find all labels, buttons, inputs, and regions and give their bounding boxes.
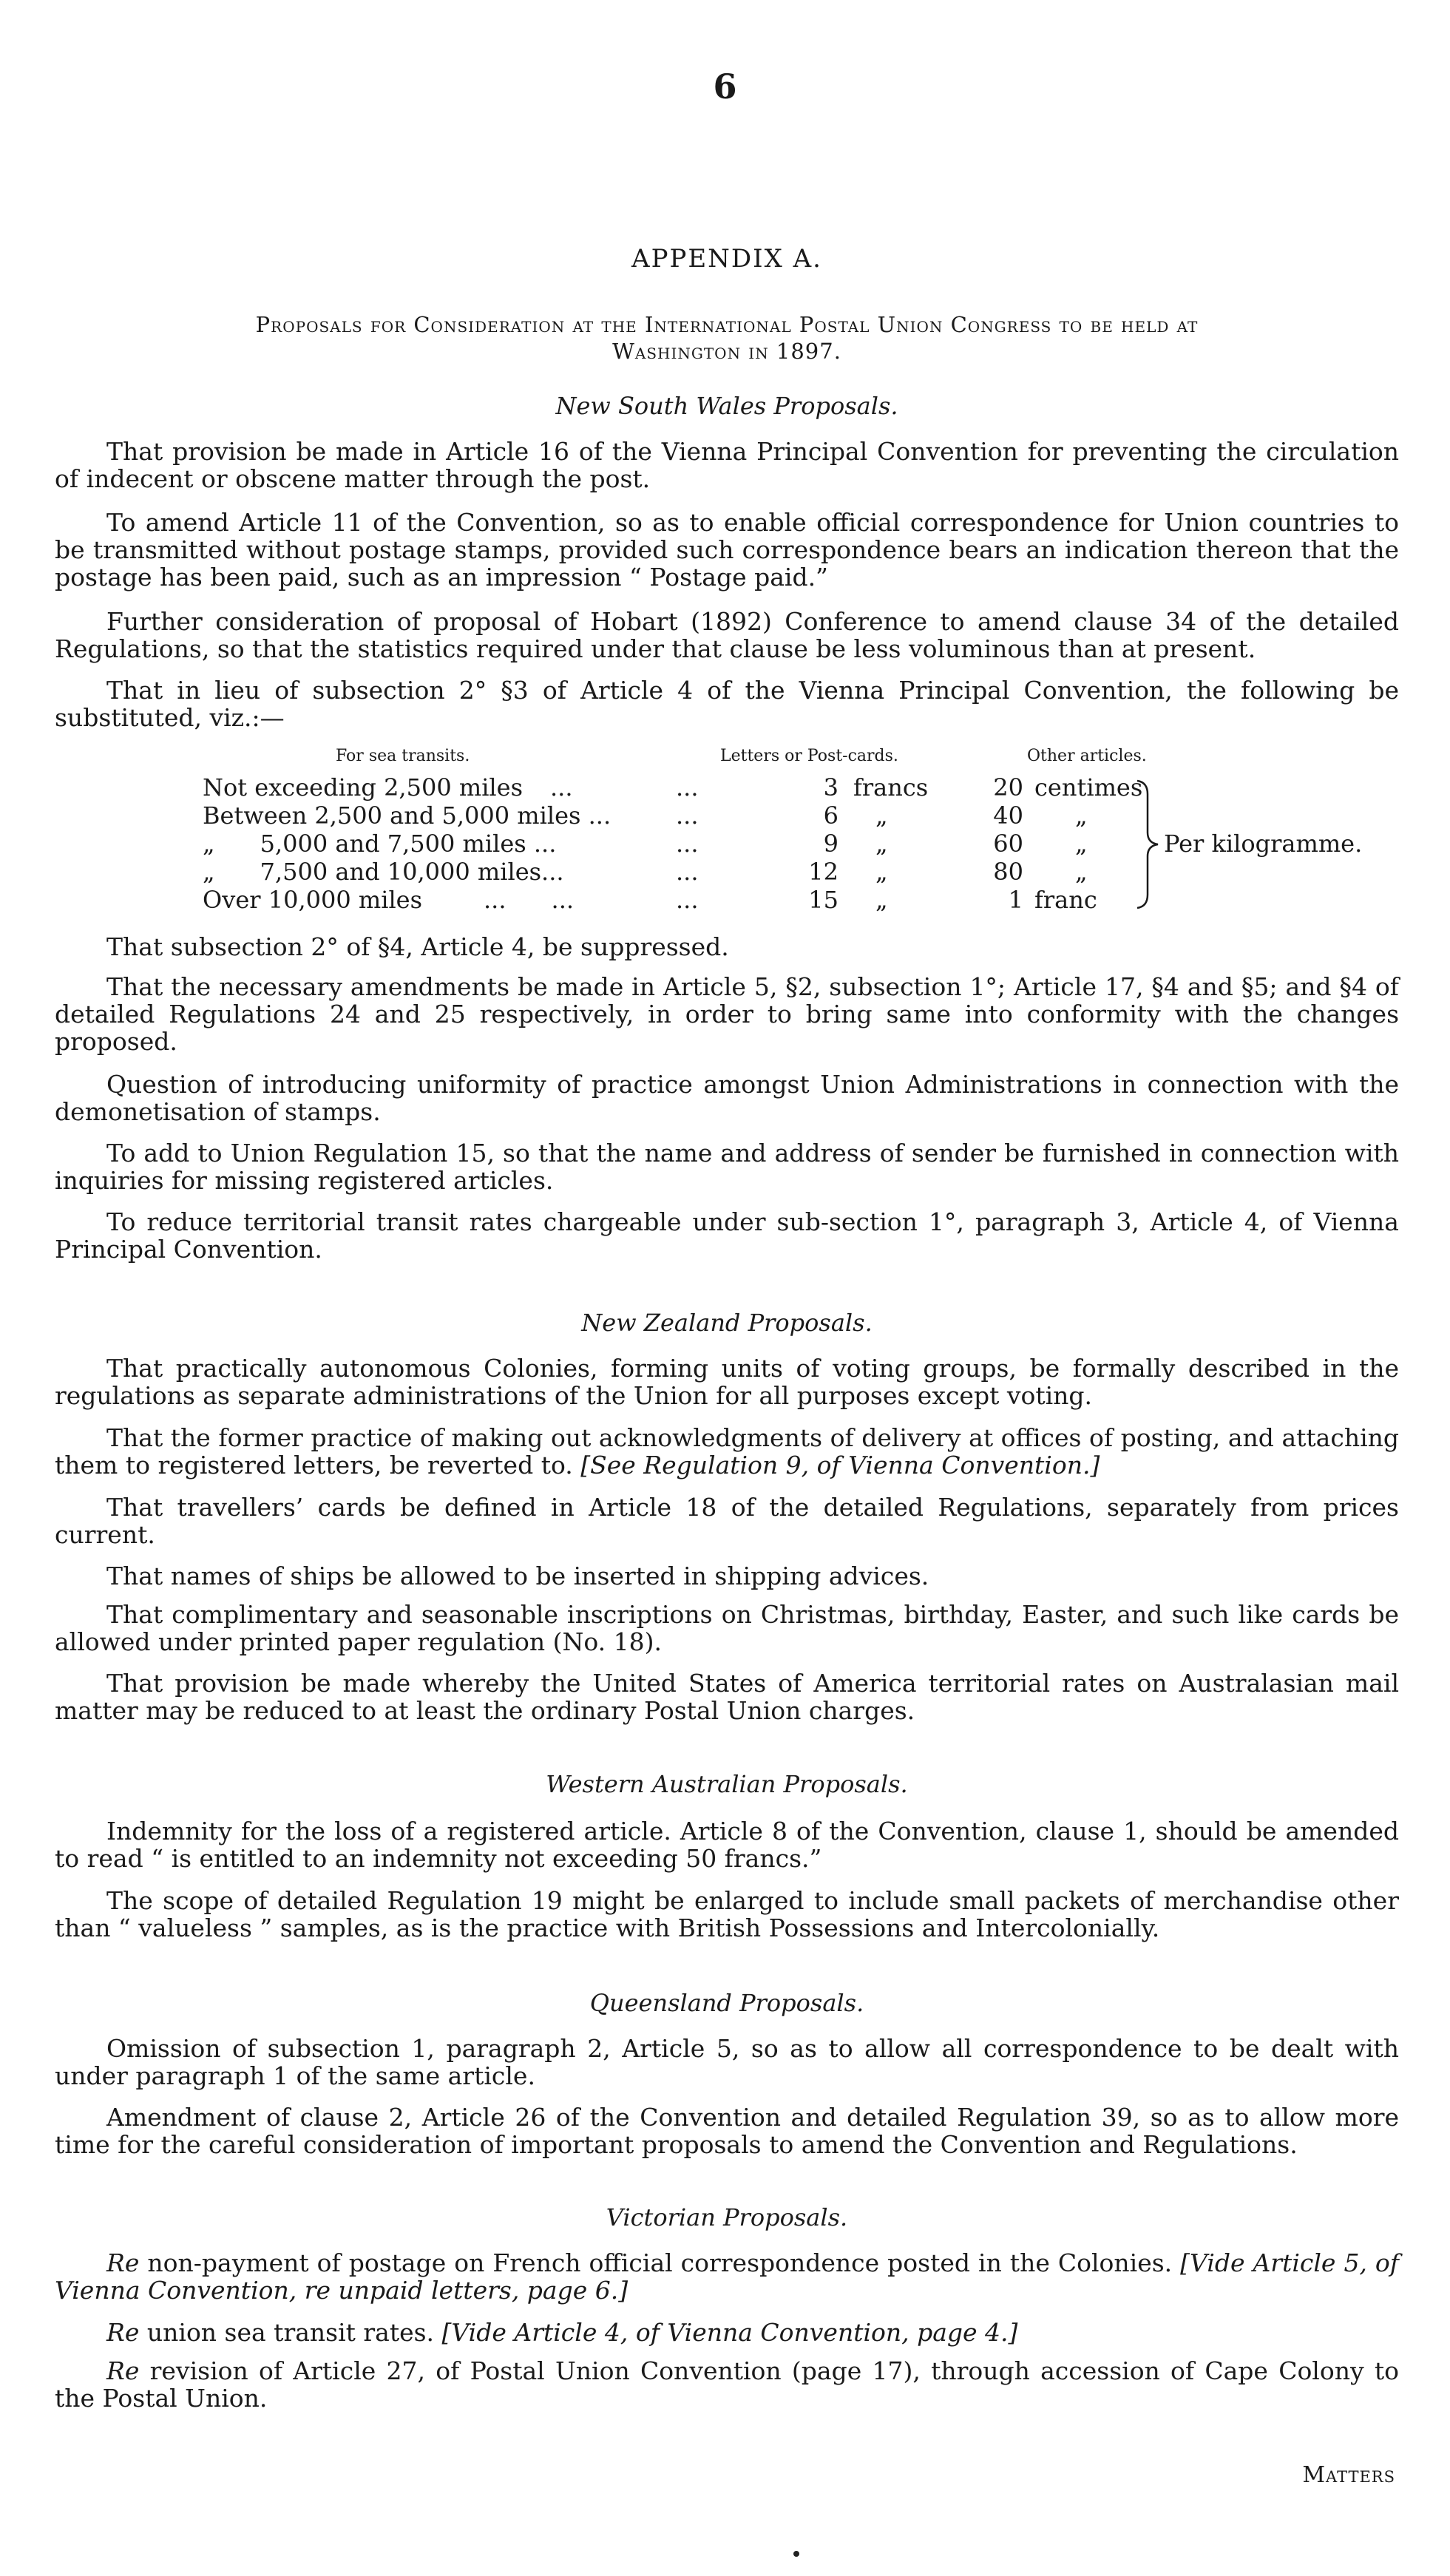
vic-para-1-reference: [Vide Article 5, of Vienna Convention, re unpaid letters, page 6.]	[55, 2248, 1399, 2305]
table-row: Between 2,500 and 5,000 miles ... ... 6 „ 40 „	[203, 801, 1088, 830]
qld-para-1: Omission of subsection 1, paragraph 2, Article 5, so as to allow all correspondence to be dealt with under paragraph 1 of the same article.	[55, 2034, 1399, 2090]
nsw-para-8: To add to Union Regulation 15, so that the name and address of sender be furnished in connection with inquiries for missing registered articles.	[55, 1139, 1399, 1195]
table-row: „ 5,000 and 7,500 miles ... ... 9 „ 60 „	[203, 830, 1088, 858]
vic-para-2-reference: [Vide Article 4, of Vienna Convention, page 4.]	[441, 2318, 1018, 2347]
nz-para-3: That travellers’ cards be defined in Article 18 of the detailed Regulations, separately from prices current.	[55, 1493, 1399, 1549]
catchword: Matters	[1302, 2462, 1395, 2488]
nsw-para-4: That in lieu of subsection 2° §3 of Article 4 of the Vienna Principal Convention, the following be substituted, viz.:—	[55, 676, 1399, 732]
vic-para-2: Re union sea transit rates. [Vide Article 4, of Vienna Convention, page 4.]	[106, 2318, 1018, 2347]
nz-para-1: That practically autonomous Colonies, forming units of voting groups, be formally described in the regulations as separate administrations of the Union for all purposes except voting.	[55, 1354, 1399, 1410]
page-number: 6	[713, 67, 737, 106]
appendix-title: APPENDIX A.	[631, 244, 822, 274]
nz-para-2: That the former practice of making out acknowledgments of delivery at offices of posting, and attaching them to registered letters, be reverted to. [See Regulation 9, of Vienna Convention.]	[55, 1423, 1399, 1479]
nz-para-2-reference: [See Regulation 9, of Vienna Convention.]	[580, 1451, 1100, 1479]
nsw-para-9: To reduce territorial transit rates chargeable under sub-section 1°, paragraph 3, Article 4, of Vienna Principal Convention.	[55, 1207, 1399, 1264]
wa-para-2: The scope of detailed Regulation 19 might be enlarged to include small packets of merchandise other than “ valueless ” samples, as is the practice with British Possessions and Intercolonially.	[55, 1886, 1399, 1942]
subtitle-line-1: Proposals for Consideration at the International Postal Union Congress to be held at	[255, 312, 1199, 337]
nsw-para-6: That the necessary amendments be made in Article 5, §2, subsection 1°; Article 17, §4 and §5; and §4 of detailed Regulations 24 and 25 respectively, in order to bring same into conformity with the changes proposed.	[55, 972, 1399, 1056]
nsw-heading: New South Wales Proposals.	[555, 392, 898, 420]
page-mark-dot	[793, 2551, 799, 2557]
table-row: „ 7,500 and 10,000 miles... ... 12 „ 80 „	[203, 858, 1088, 886]
nsw-para-3: Further consideration of proposal of Hobart (1892) Conference to amend clause 34 of the detailed Regulations, so that the statistics required under that clause be less voluminous than at present.	[55, 607, 1399, 663]
table-row: Not exceeding 2,500 miles ... ... 3 francs 20 centimes	[203, 773, 1143, 801]
nz-para-5: That complimentary and seasonable inscriptions on Christmas, birthday, Easter, and such like cards be allowed under printed paper regulation (No. 18).	[55, 1600, 1399, 1656]
vic-para-1: Re non-payment of postage on French official correspondence posted in the Colonies. [Vide Article 5, of Vienna Convention, re unpaid letters, page 6.]	[55, 2248, 1399, 2305]
nsw-para-1: That provision be made in Article 16 of the Vienna Principal Convention for preventing the circulation of indecent or obscene matter through the post.	[55, 437, 1399, 493]
per-kilogramme-label: Per kilogramme.	[1164, 830, 1363, 858]
wa-heading: Western Australian Proposals.	[546, 1770, 908, 1798]
nz-heading: New Zealand Proposals.	[581, 1309, 873, 1337]
nsw-para-7: Question of introducing uniformity of practice amongst Union Administrations in connection with the demonetisation of stamps.	[55, 1070, 1399, 1126]
table-header-sea-transits: For sea transits.	[336, 747, 470, 765]
nz-para-6: That provision be made whereby the United States of America territorial rates on Australasian mail matter may be reduced to at least the ordinary Postal Union charges.	[55, 1669, 1399, 1725]
subtitle-line-2: Washington in 1897.	[612, 339, 841, 364]
qld-para-2: Amendment of clause 2, Article 26 of the Convention and detailed Regulation 39, so as to allow more time for the careful consideration of important proposals to amend the Convention and Regulations.	[55, 2103, 1399, 2159]
vic-para-3: Re revision of Article 27, of Postal Union Convention (page 17), through accession of Cape Colony to the Postal Union.	[55, 2356, 1399, 2413]
wa-para-1: Indemnity for the loss of a registered article. Article 8 of the Convention, clause 1, should be amended to read “ is entitled to an indemnity not exceeding 50 francs.”	[55, 1817, 1399, 1873]
right-brace-icon	[1134, 778, 1164, 911]
qld-heading: Queensland Proposals.	[589, 1989, 864, 2017]
nsw-para-2: To amend Article 11 of the Convention, so as to enable official correspondence for Union countries to be transmitted without postage stamps, provided such correspondence bears an indication thereon that the postage has been paid, such as an impression “ Postage paid.”	[55, 508, 1399, 592]
vic-heading: Victorian Proposals.	[606, 2203, 848, 2231]
nsw-para-5: That subsection 2° of §4, Article 4, be suppressed.	[106, 932, 729, 961]
table-header-letters: Letters or Post-cards.	[720, 747, 898, 765]
table-header-other: Other articles.	[1027, 747, 1147, 765]
nz-para-4: That names of ships be allowed to be inserted in shipping advices.	[106, 1562, 929, 1590]
table-row: Over 10,000 miles ... ... ... 15 „ 1 franc	[203, 886, 1097, 914]
